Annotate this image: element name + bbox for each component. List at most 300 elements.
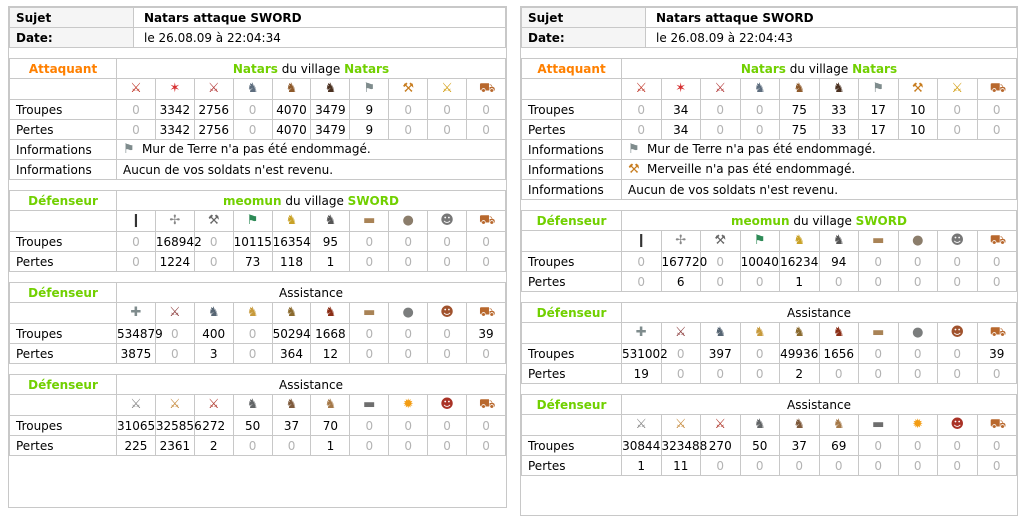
losses-count: 0 bbox=[938, 120, 978, 140]
losses-count: 19 bbox=[622, 364, 662, 384]
date-value: le 26.08.09 à 22:04:43 bbox=[646, 28, 1017, 48]
losses-count: 3342 bbox=[155, 120, 194, 140]
village-link[interactable]: SWORD bbox=[347, 193, 399, 208]
imperian-icon: ⚔ bbox=[207, 397, 220, 413]
information-label: Informations bbox=[522, 140, 622, 160]
troops-count: 0 bbox=[389, 232, 428, 252]
player-link[interactable]: meomun bbox=[223, 193, 282, 208]
ram-icon: ▬ bbox=[872, 325, 885, 341]
section-title bbox=[622, 59, 1017, 79]
axeman-icon: ⚒ bbox=[207, 213, 220, 229]
settler-icon: ⛟ bbox=[989, 81, 1007, 97]
troops-label: Troupes bbox=[522, 252, 622, 272]
troops-count: 39 bbox=[977, 344, 1017, 364]
losses-count: 0 bbox=[701, 272, 741, 292]
spearman-icon: ✢ bbox=[675, 233, 687, 249]
report-header bbox=[9, 7, 506, 48]
losses-label: Pertes bbox=[10, 436, 117, 456]
defender-table bbox=[9, 282, 506, 364]
unit-icon-cell bbox=[740, 79, 780, 100]
unit-icon-cell bbox=[389, 211, 428, 232]
empty-cell bbox=[10, 211, 117, 232]
unit-icon-cell bbox=[898, 323, 938, 344]
losses-label: Pertes bbox=[522, 272, 622, 292]
losses-count: 0 bbox=[233, 344, 272, 364]
losses-count: 0 bbox=[622, 120, 662, 140]
losses-count: 0 bbox=[977, 456, 1017, 476]
troops-count: 50 bbox=[233, 416, 272, 436]
unit-icon-cell bbox=[661, 231, 701, 252]
losses-label: Pertes bbox=[522, 456, 622, 476]
section-title bbox=[117, 191, 506, 211]
unit-icon-cell bbox=[467, 395, 506, 416]
haeduan-icon: ♞ bbox=[324, 305, 337, 321]
defender-label: Défenseur bbox=[522, 303, 622, 323]
information-label: Informations bbox=[10, 140, 117, 160]
pikeman-icon: ⚔ bbox=[130, 81, 142, 97]
unit-icon-cell bbox=[233, 395, 272, 416]
losses-count: 0 bbox=[117, 252, 156, 272]
losses-count: 364 bbox=[272, 344, 311, 364]
troops-count: 0 bbox=[233, 324, 272, 344]
losses-count: 0 bbox=[661, 364, 701, 384]
defender-label: Défenseur bbox=[10, 191, 117, 211]
losses-count: 0 bbox=[194, 252, 233, 272]
losses-count: 0 bbox=[233, 120, 272, 140]
phalanx-icon: ✚ bbox=[635, 325, 647, 341]
village-of-text: du village bbox=[789, 61, 849, 76]
theutates-thunder-icon: ♞ bbox=[246, 305, 259, 321]
unit-icon-cell bbox=[428, 79, 467, 100]
chieftain-icon: ☻ bbox=[950, 325, 965, 341]
unit-icon-cell bbox=[938, 323, 978, 344]
losses-count: 0 bbox=[428, 252, 467, 272]
ram-icon: ▬ bbox=[363, 213, 376, 229]
troops-count: 0 bbox=[428, 324, 467, 344]
date-value: le 26.08.09 à 22:04:34 bbox=[134, 28, 506, 48]
troops-count: 4070 bbox=[272, 100, 311, 120]
unit-icon-cell bbox=[428, 303, 467, 324]
section-title bbox=[117, 283, 506, 303]
catapult-icon: ● bbox=[912, 233, 924, 249]
losses-count: 0 bbox=[938, 364, 978, 384]
troops-count: 0 bbox=[740, 100, 780, 120]
unit-icon-cell bbox=[859, 231, 899, 252]
losses-count: 0 bbox=[350, 436, 389, 456]
losses-count: 33 bbox=[819, 120, 859, 140]
information-text-cell bbox=[117, 160, 506, 180]
section-title bbox=[622, 303, 1017, 323]
troops-count: 0 bbox=[467, 100, 506, 120]
defender-table bbox=[521, 302, 1017, 384]
birds-of-prey-icon: ♞ bbox=[246, 81, 259, 97]
losses-count: 2361 bbox=[155, 436, 194, 456]
village-of-text: du village bbox=[285, 193, 344, 208]
losses-count: 0 bbox=[117, 120, 156, 140]
equites-legati-icon: ♞ bbox=[753, 417, 766, 433]
unit-icon-cell bbox=[117, 303, 156, 324]
unit-icon-cell bbox=[272, 303, 311, 324]
losses-count: 0 bbox=[350, 344, 389, 364]
axerider-icon: ♞ bbox=[285, 81, 298, 97]
section-title bbox=[117, 59, 506, 79]
losses-count: 0 bbox=[622, 272, 662, 292]
troops-count: 37 bbox=[272, 416, 311, 436]
information-label: Informations bbox=[522, 180, 622, 200]
equites-imperatoris-icon: ♞ bbox=[285, 397, 298, 413]
unit-icon-cell bbox=[311, 211, 350, 232]
troops-count: 0 bbox=[622, 252, 662, 272]
troops-count: 17 bbox=[859, 100, 899, 120]
losses-count: 6 bbox=[661, 272, 701, 292]
swordsman-icon: ⚔ bbox=[674, 325, 687, 341]
theutates-thunder-icon: ♞ bbox=[753, 325, 766, 341]
unit-icon-cell bbox=[740, 415, 780, 436]
birds-of-prey-icon: ♞ bbox=[753, 81, 766, 97]
troops-count: 49936 bbox=[780, 344, 820, 364]
troops-count: 0 bbox=[350, 324, 389, 344]
unit-icon-cell bbox=[977, 323, 1017, 344]
equites-caesaris-icon: ♞ bbox=[324, 397, 337, 413]
battle-report-right bbox=[520, 6, 1018, 516]
unit-icon-cell bbox=[740, 231, 780, 252]
losses-count: 0 bbox=[740, 120, 780, 140]
losses-label: Pertes bbox=[10, 252, 117, 272]
ballista-icon: ⚒ bbox=[402, 81, 414, 97]
assistance-label: Assistance bbox=[787, 397, 851, 412]
unit-icon-cell bbox=[272, 395, 311, 416]
losses-count: 12 bbox=[311, 344, 350, 364]
losses-count: 17 bbox=[859, 120, 899, 140]
senator-icon: ☻ bbox=[950, 417, 965, 433]
natarian-knight-icon: ♞ bbox=[324, 81, 337, 97]
thorned-warrior-icon: ✶ bbox=[169, 81, 181, 97]
losses-count: 0 bbox=[350, 252, 389, 272]
troops-count: 0 bbox=[389, 416, 428, 436]
equites-caesaris-icon: ♞ bbox=[832, 417, 845, 433]
troops-count: 0 bbox=[898, 252, 938, 272]
losses-count: 0 bbox=[898, 364, 938, 384]
troops-count: 0 bbox=[661, 344, 701, 364]
battering-ram-icon: ▬ bbox=[363, 397, 376, 413]
empty-cell bbox=[10, 395, 117, 416]
unit-icon-cell bbox=[350, 79, 389, 100]
defender-table bbox=[9, 190, 506, 272]
losses-count: 34 bbox=[661, 120, 701, 140]
troops-count: 0 bbox=[467, 232, 506, 252]
losses-count: 0 bbox=[977, 364, 1017, 384]
unit-icon-cell bbox=[117, 79, 156, 100]
troops-count: 70 bbox=[311, 416, 350, 436]
troops-count: 0 bbox=[428, 232, 467, 252]
village-of-text: du village bbox=[281, 61, 341, 76]
empty-cell bbox=[522, 79, 622, 100]
unit-icon-cell bbox=[194, 303, 233, 324]
war-elephant-icon: ⚑ bbox=[628, 141, 640, 157]
troops-count: 0 bbox=[428, 100, 467, 120]
unit-icon-cell bbox=[701, 79, 741, 100]
unit-icon-cell bbox=[622, 415, 662, 436]
attacker-label: Attaquant bbox=[10, 59, 117, 79]
spearman-icon: ✢ bbox=[169, 213, 181, 229]
losses-count: 11 bbox=[661, 456, 701, 476]
subject-value: Natars attaque SWORD bbox=[646, 8, 1017, 28]
losses-count: 0 bbox=[428, 344, 467, 364]
paladin-icon: ♞ bbox=[285, 213, 298, 229]
losses-count: 0 bbox=[938, 456, 978, 476]
village-link[interactable]: Natars bbox=[344, 61, 390, 76]
troops-count: 10 bbox=[898, 100, 938, 120]
assistance-label: Assistance bbox=[279, 377, 343, 392]
troops-count: 0 bbox=[117, 100, 156, 120]
player-link[interactable]: Natars bbox=[232, 61, 278, 76]
troops-count: 69 bbox=[819, 436, 859, 456]
empty-cell bbox=[522, 231, 622, 252]
losses-count: 2 bbox=[194, 436, 233, 456]
losses-count: 0 bbox=[740, 456, 780, 476]
section-title bbox=[117, 375, 506, 395]
unit-icon-cell bbox=[622, 231, 662, 252]
pikeman-icon: ⚔ bbox=[635, 81, 648, 97]
unit-icon-cell bbox=[701, 231, 741, 252]
troops-count: 0 bbox=[977, 100, 1017, 120]
settler-icon: ⛟ bbox=[989, 233, 1007, 249]
troops-count: 33 bbox=[819, 100, 859, 120]
settler-icon: ⛟ bbox=[479, 81, 496, 97]
unit-icon-cell bbox=[661, 79, 701, 100]
information-label: Informations bbox=[522, 160, 622, 180]
information-text-cell bbox=[117, 140, 506, 160]
losses-count: 0 bbox=[898, 456, 938, 476]
unit-icon-cell bbox=[155, 303, 194, 324]
troops-count: 0 bbox=[977, 252, 1017, 272]
defender-label: Défenseur bbox=[522, 211, 622, 231]
unit-icon-cell bbox=[780, 415, 820, 436]
losses-label: Pertes bbox=[522, 364, 622, 384]
losses-label: Pertes bbox=[522, 120, 622, 140]
troops-count: 95 bbox=[311, 232, 350, 252]
praetorian-icon: ⚔ bbox=[169, 397, 181, 413]
unit-icon-cell bbox=[661, 323, 701, 344]
losses-count: 4070 bbox=[272, 120, 311, 140]
ballista-icon: ⚒ bbox=[628, 161, 640, 177]
attacker-table bbox=[9, 58, 506, 180]
unit-icon-cell bbox=[272, 211, 311, 232]
chief-icon: ☻ bbox=[950, 233, 965, 249]
unit-icon-cell bbox=[117, 211, 156, 232]
unit-icon-cell bbox=[780, 231, 820, 252]
war-elephant-icon: ⚑ bbox=[872, 81, 885, 97]
unit-icon-cell bbox=[898, 79, 938, 100]
axeman-icon: ⚒ bbox=[714, 233, 727, 249]
troops-count: 75 bbox=[780, 100, 820, 120]
troops-count: 0 bbox=[389, 324, 428, 344]
unit-icon-cell bbox=[938, 79, 978, 100]
losses-count: 0 bbox=[467, 436, 506, 456]
defender-table bbox=[521, 394, 1017, 476]
unit-icon-cell bbox=[194, 395, 233, 416]
troops-count: 400 bbox=[194, 324, 233, 344]
settler-icon: ⛟ bbox=[479, 213, 496, 229]
troops-label: Troupes bbox=[10, 324, 117, 344]
troops-count: 1656 bbox=[819, 344, 859, 364]
losses-count: 75 bbox=[780, 120, 820, 140]
war-elephant-icon: ⚑ bbox=[123, 141, 135, 157]
troops-count: 0 bbox=[389, 100, 428, 120]
troops-count: 0 bbox=[938, 436, 978, 456]
troops-count: 0 bbox=[938, 100, 978, 120]
losses-count: 1 bbox=[311, 252, 350, 272]
village-link[interactable]: Natars bbox=[852, 61, 898, 76]
unit-icon-cell bbox=[859, 415, 899, 436]
player-link[interactable]: Natars bbox=[740, 61, 786, 76]
information-label: Informations bbox=[10, 160, 117, 180]
unit-icon-cell bbox=[389, 303, 428, 324]
losses-count: 118 bbox=[272, 252, 311, 272]
troops-count: 0 bbox=[117, 232, 156, 252]
unit-icon-cell bbox=[701, 415, 741, 436]
empty-cell bbox=[522, 415, 622, 436]
defender-label: Défenseur bbox=[10, 283, 117, 303]
unit-icon-cell bbox=[740, 323, 780, 344]
unit-icon-cell bbox=[467, 79, 506, 100]
section-title bbox=[622, 395, 1017, 415]
ballista-icon: ⚒ bbox=[911, 81, 924, 97]
losses-count: 0 bbox=[819, 456, 859, 476]
troops-label: Troupes bbox=[10, 232, 117, 252]
losses-count: 0 bbox=[898, 272, 938, 292]
losses-count: 1 bbox=[780, 272, 820, 292]
unit-icon-cell bbox=[311, 395, 350, 416]
empty-cell bbox=[10, 79, 117, 100]
losses-count: 0 bbox=[701, 364, 741, 384]
losses-count: 0 bbox=[233, 436, 272, 456]
unit-icon-cell bbox=[977, 231, 1017, 252]
unit-icon-cell bbox=[819, 415, 859, 436]
senator-icon: ☻ bbox=[440, 397, 454, 413]
troops-count: 168942 bbox=[155, 232, 194, 252]
village-link[interactable]: SWORD bbox=[855, 213, 907, 228]
losses-count: 0 bbox=[389, 120, 428, 140]
troops-count: 0 bbox=[467, 416, 506, 436]
teutonic-knight-icon: ♞ bbox=[832, 233, 845, 249]
unit-icon-cell bbox=[233, 79, 272, 100]
troops-count: 0 bbox=[701, 100, 741, 120]
losses-count: 0 bbox=[859, 272, 899, 292]
information-text: Aucun de vos soldats n'est revenu. bbox=[123, 162, 334, 177]
losses-label: Pertes bbox=[10, 120, 117, 140]
report-header bbox=[521, 7, 1017, 48]
troops-count: 0 bbox=[350, 232, 389, 252]
unit-icon-cell bbox=[233, 211, 272, 232]
unit-icon-cell bbox=[938, 415, 978, 436]
phalanx-icon: ✚ bbox=[130, 305, 142, 321]
unit-icon-cell bbox=[155, 395, 194, 416]
losses-count: 0 bbox=[428, 436, 467, 456]
unit-icon-cell bbox=[938, 231, 978, 252]
troops-count: 272 bbox=[194, 416, 233, 436]
unit-icon-cell bbox=[977, 415, 1017, 436]
troops-label: Troupes bbox=[522, 100, 622, 120]
troops-count: 2756 bbox=[194, 100, 233, 120]
troops-count: 0 bbox=[701, 252, 741, 272]
information-text-cell bbox=[622, 140, 1017, 160]
troops-label: Troupes bbox=[10, 100, 117, 120]
ram-icon: ▬ bbox=[872, 233, 885, 249]
teutonic-knight-icon: ♞ bbox=[324, 213, 337, 229]
unit-icon-cell bbox=[311, 79, 350, 100]
pathfinder-icon: ♞ bbox=[714, 325, 727, 341]
troops-count: 397 bbox=[701, 344, 741, 364]
druidrider-icon: ♞ bbox=[285, 305, 298, 321]
attacker-table bbox=[521, 58, 1017, 200]
unit-icon-cell bbox=[233, 303, 272, 324]
losses-count: 0 bbox=[780, 456, 820, 476]
fire-catapult-icon: ✹ bbox=[402, 397, 414, 413]
trebuchet-icon: ● bbox=[402, 305, 414, 321]
losses-count: 1224 bbox=[155, 252, 194, 272]
losses-count: 1 bbox=[311, 436, 350, 456]
defender-table bbox=[521, 210, 1017, 292]
information-text: Mur de Terre n'a pas été endommagé. bbox=[142, 142, 371, 157]
losses-count: 10 bbox=[898, 120, 938, 140]
troops-count: 167720 bbox=[661, 252, 701, 272]
settler-icon: ⛟ bbox=[479, 305, 496, 321]
equites-legati-icon: ♞ bbox=[246, 397, 259, 413]
war-elephant-icon: ⚑ bbox=[363, 81, 376, 97]
empty-cell bbox=[522, 323, 622, 344]
losses-count: 0 bbox=[272, 436, 311, 456]
legionnaire-icon: ⚔ bbox=[635, 417, 648, 433]
information-text: Aucun de vos soldats n'est revenu. bbox=[628, 182, 839, 197]
unit-icon-cell bbox=[661, 415, 701, 436]
guardsman-icon: ⚔ bbox=[714, 81, 727, 97]
troops-count: 0 bbox=[938, 252, 978, 272]
losses-count: 0 bbox=[389, 436, 428, 456]
catapult-icon: ● bbox=[402, 213, 414, 229]
imperian-icon: ⚔ bbox=[714, 417, 727, 433]
troops-count: 50 bbox=[740, 436, 780, 456]
troops-label: Troupes bbox=[522, 436, 622, 456]
losses-count: 2 bbox=[780, 364, 820, 384]
unit-icon-cell bbox=[194, 79, 233, 100]
settler-icon: ⛟ bbox=[479, 397, 496, 413]
losses-count: 73 bbox=[233, 252, 272, 272]
troops-count: 0 bbox=[938, 344, 978, 364]
losses-count: 0 bbox=[467, 252, 506, 272]
unit-icon-cell bbox=[194, 211, 233, 232]
ram-icon: ▬ bbox=[363, 305, 376, 321]
unit-icon-cell bbox=[819, 79, 859, 100]
troops-count: 0 bbox=[977, 436, 1017, 456]
unit-icon-cell bbox=[428, 211, 467, 232]
troops-count: 3479 bbox=[311, 100, 350, 120]
losses-count: 0 bbox=[938, 272, 978, 292]
legionnaire-icon: ⚔ bbox=[130, 397, 142, 413]
troops-count: 50294 bbox=[272, 324, 311, 344]
player-link[interactable]: meomun bbox=[731, 213, 790, 228]
troops-count: 0 bbox=[194, 232, 233, 252]
date-label: Date: bbox=[10, 28, 134, 48]
swordsman-icon: ⚔ bbox=[169, 305, 181, 321]
unit-icon-cell bbox=[389, 395, 428, 416]
fire-catapult-icon: ✹ bbox=[912, 417, 924, 433]
losses-count: 9 bbox=[350, 120, 389, 140]
axerider-icon: ♞ bbox=[793, 81, 806, 97]
pathfinder-icon: ♞ bbox=[207, 305, 220, 321]
unit-icon-cell bbox=[389, 79, 428, 100]
losses-count: 0 bbox=[389, 344, 428, 364]
